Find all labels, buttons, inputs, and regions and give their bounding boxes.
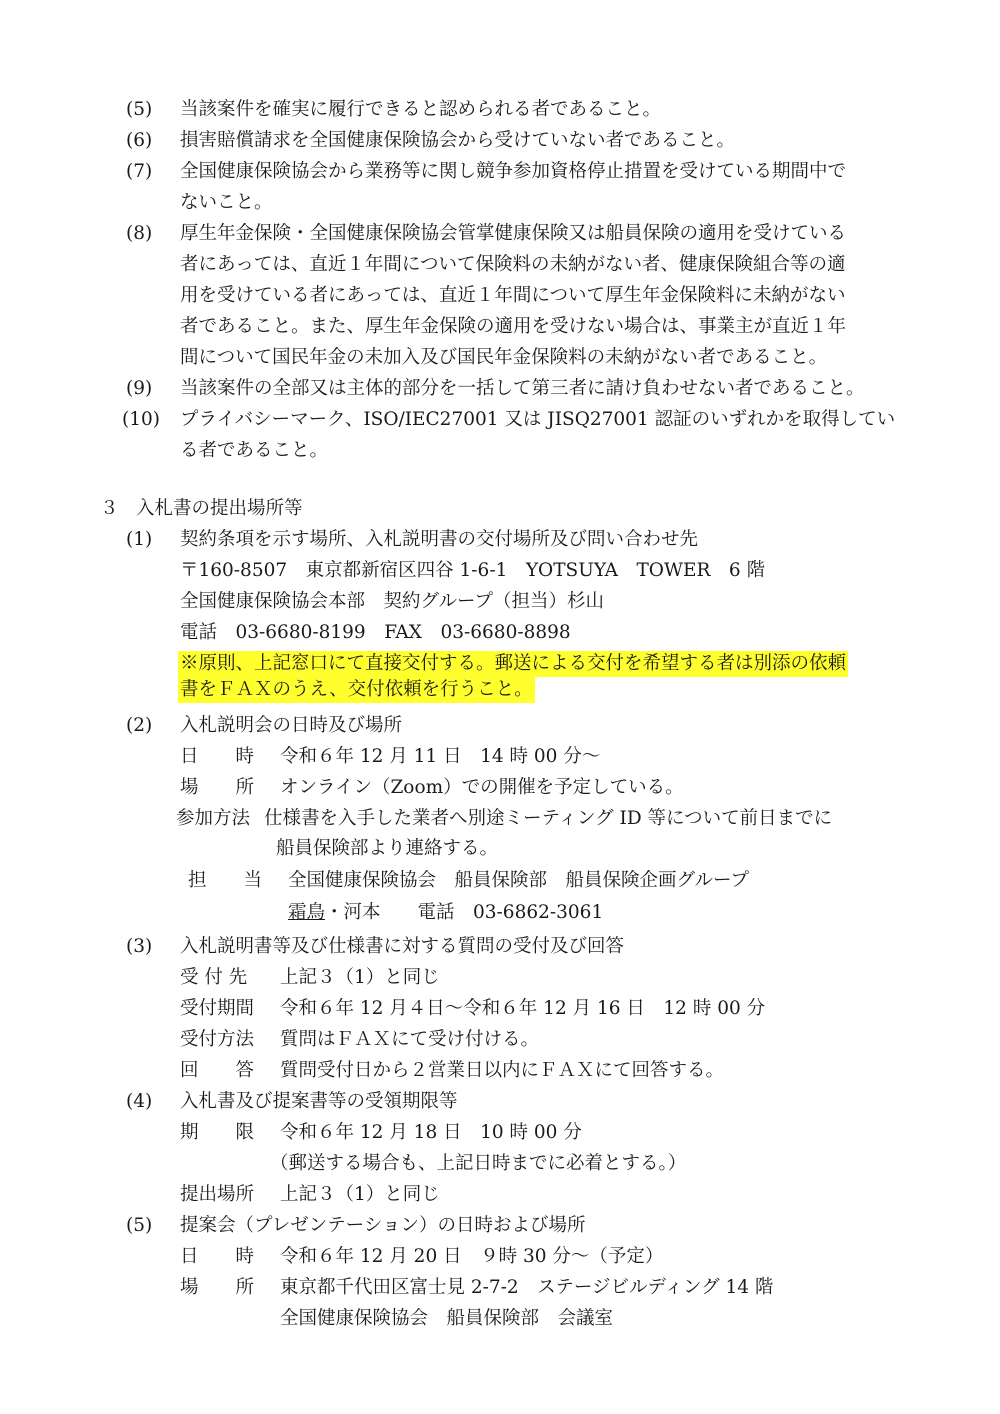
office-contact: 全国健康保険協会本部 契約グループ（担当）杉山 (180, 591, 605, 612)
section-number: ３ (100, 498, 119, 519)
item-number: (1) (126, 529, 153, 550)
item-text: ないこと。 (180, 192, 273, 213)
field-label: 場 所 (180, 1277, 255, 1298)
field-label: 回 答 (180, 1060, 255, 1081)
item-number: (2) (126, 715, 153, 736)
item-text: 用を受けている者にあっては、直近１年間について厚生年金保険料に未納がない (180, 285, 846, 306)
address: 〒160-8507 東京都新宿区四谷 1-6-1 YOTSUYA TOWER 6 階 (180, 560, 766, 581)
section-heading: 入札書の提出場所等 (136, 498, 303, 519)
item-number: (4) (126, 1091, 153, 1112)
field-value: 全国健康保険協会 船員保険部 船員保険企画グループ (288, 870, 750, 891)
field-label: 期 限 (180, 1122, 255, 1143)
field-value: 上記３（1）と同じ (280, 967, 440, 988)
item-number: (9) (126, 378, 153, 399)
note-line-1: ※原則、上記窓口にて直接交付する。郵送による交付を希望する者は別添の依頼 (178, 651, 848, 677)
field-label: 参加方法 (176, 808, 251, 829)
item-title: 提案会（プレゼンテーション）の日時および場所 (180, 1215, 586, 1236)
note-line-2: 書をＦＡＸのうえ、交付依頼を行うこと。 (178, 677, 535, 703)
field-value: 令和６年 12 月 20 日 ９時 30 分～（予定） (280, 1246, 664, 1267)
field-value: オンライン（Zoom）での開催を予定している。 (280, 777, 684, 798)
field-label: 受 付 先 (180, 967, 248, 988)
item-text: プライバシーマーク、ISO/IEC27001 又は JISQ27001 認証のいずれかを取得してい (180, 409, 896, 430)
field-label: 受付期間 (180, 998, 255, 1019)
highlighted-note (180, 651, 848, 677)
item-number: (7) (126, 161, 153, 182)
item-title: 入札説明書等及び仕様書に対する質問の受付及び回答 (180, 936, 625, 957)
item-number: (5) (126, 1215, 153, 1236)
field-label: 場 所 (180, 777, 255, 798)
item-title: 契約条項を示す場所、入札説明書の交付場所及び問い合わせ先 (180, 529, 699, 550)
phone-fax: 電話 03-6680-8199 FAX 03-6680-8898 (180, 622, 571, 643)
item-text: 間について国民年金の未加入及び国民年金保険料の未納がない者であること。 (180, 347, 828, 368)
item-number: (6) (126, 130, 153, 151)
item-number: (5) (126, 99, 153, 120)
item-text: 当該案件を確実に履行できると認められる者であること。 (180, 99, 662, 120)
field-value: 令和６年 12 月 11 日 14 時 00 分～ (280, 746, 601, 767)
field-label: 提出場所 (180, 1184, 255, 1205)
field-label: 日 時 (180, 746, 255, 767)
item-text: 当該案件の全部又は主体的部分を一括して第三者に請け負わせない者であること。 (180, 378, 865, 399)
field-value: 質問はＦＡＸにて受け付ける。 (280, 1029, 540, 1050)
highlighted-note (180, 677, 535, 703)
item-text: 厚生年金保険・全国健康保険協会管掌健康保険又は船員保険の適用を受けている (180, 223, 847, 244)
item-text: 者であること。また、厚生年金保険の適用を受けない場合は、事業主が直近１年 (180, 316, 847, 337)
item-title: 入札書及び提案書等の受領期限等 (180, 1091, 458, 1112)
item-title: 入札説明会の日時及び場所 (180, 715, 403, 736)
field-value: 船員保険部より連絡する。 (276, 838, 499, 859)
field-label: 受付方法 (180, 1029, 255, 1050)
field-value: 東京都千代田区富士見 2-7-2 ステージビルディング 14 階 (280, 1277, 774, 1298)
item-number: (3) (126, 936, 153, 957)
field-value: 仕様書を入手した業者へ別途ミーティング ID 等について前日までに (264, 808, 833, 829)
field-label: 日 時 (180, 1246, 255, 1267)
field-value: 上記３（1）と同じ (280, 1184, 440, 1205)
item-number: (8) (126, 223, 153, 244)
field-value: 令和６年 12 月 18 日 10 時 00 分 (280, 1122, 582, 1143)
item-text: 損害賠償請求を全国健康保険協会から受けていない者であること。 (180, 130, 736, 151)
item-text: 者にあっては、直近１年間について保険料の未納がない者、健康保険組合等の適 (180, 254, 846, 275)
field-value: 令和６年 12 月４日～令和６年 12 月 16 日 12 時 00 分 (280, 998, 766, 1019)
field-value: 質問受付日から２営業日以内にＦＡＸにて回答する。 (280, 1060, 725, 1081)
field-label: 担 当 (188, 870, 263, 891)
contact-name-underlined: 霜鳥 (288, 902, 326, 923)
item-text: る者であること。 (180, 440, 329, 461)
field-value: 全国健康保険協会 船員保険部 会議室 (280, 1308, 614, 1329)
item-text: 全国健康保険協会から業務等に関し競争参加資格停止措置を受けている期間中で (180, 161, 847, 182)
contact-name (288, 900, 603, 926)
field-note: （郵送する場合も、上記日時までに必着とする。） (270, 1153, 687, 1174)
item-number: (10) (122, 409, 160, 430)
contact-name-rest: ・河本 電話 03-6862-3061 (325, 902, 604, 923)
